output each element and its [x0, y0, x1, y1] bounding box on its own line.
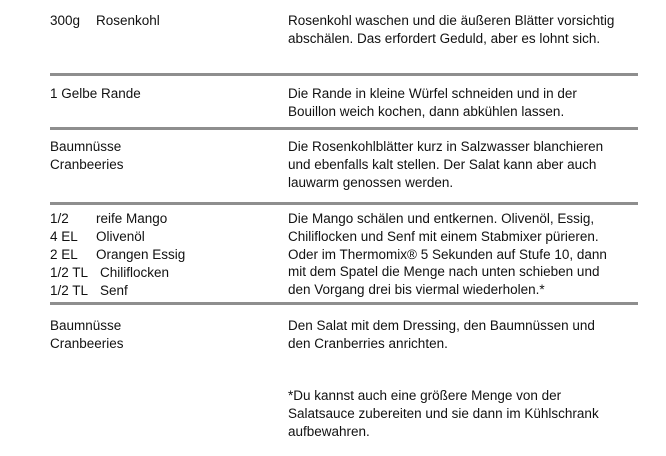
ingredient-row: [50, 317, 275, 335]
ingredient-name: 1 Gelbe Rande: [50, 86, 141, 101]
step-instruction: Die Rande in kleine Würfel schneiden und in der Bouillon weich kochen, dann abkühlen lassen.: [288, 86, 577, 119]
ingredient-list: [50, 210, 275, 300]
ingredient-row: [50, 264, 275, 282]
ingredient-name: Rosenkohl: [96, 13, 160, 28]
ingredient-quantity: 300g: [50, 13, 81, 28]
section-divider: [50, 73, 638, 76]
ingredient-row: [50, 85, 275, 103]
ingredient-list: [50, 85, 275, 103]
ingredient-name: Cranbeeries: [50, 336, 124, 351]
ingredient-list: [50, 138, 275, 174]
ingredient-row: [50, 12, 275, 30]
ingredient-quantity: 1/2 TL: [50, 265, 89, 280]
ingredient-quantity: 1/2 TL: [50, 283, 89, 298]
step-instruction: Den Salat mit dem Dressing, den Baumnüssen und den Cranberries anrichten.: [288, 318, 595, 351]
ingredient-name: Cranbeeries: [50, 157, 124, 172]
ingredient-row: [50, 228, 275, 246]
ingredient-row: [50, 246, 275, 264]
ingredient-list: [50, 317, 275, 353]
ingredient-quantity: 1/2: [50, 211, 69, 226]
step-instruction: Die Mango schälen und entkernen. Olivenöl, Essig, Chiliflocken und Senf mit einem Stabmixer pürieren. Oder im Thermomix® 5 Sekunden auf Stufe 10, dann mit dem Spatel die Menge nach unten schieben und den Vorgang drei bis viermal wiederholen.*: [288, 211, 607, 298]
step-instruction: Rosenkohl waschen und die äußeren Blätter vorsichtig abschälen. Das erfordert Geduld, aber es lohnt sich.: [288, 13, 615, 46]
step-instruction: Die Rosenkohlblätter kurz in Salzwasser blanchieren und ebenfalls kalt stellen. Der Salat kann aber auch lauwarm genossen werden.: [288, 139, 604, 190]
ingredient-name: Chiliflocken: [100, 265, 170, 280]
footnote: *Du kannst auch eine größere Menge von der Salatsauce zubereiten und sie dann im Kühlschrank aufbewahren.: [288, 388, 599, 439]
ingredient-row: [50, 138, 275, 156]
ingredient-name: reife Mango: [96, 211, 168, 226]
ingredient-row: [50, 282, 275, 300]
ingredient-row: [50, 335, 275, 353]
ingredient-row: [50, 210, 275, 228]
ingredient-quantity: 2 EL: [50, 247, 78, 262]
ingredient-list: [50, 12, 275, 30]
section-divider: [50, 302, 638, 305]
ingredient-row: [50, 156, 275, 174]
section-divider: [50, 202, 638, 205]
ingredient-name: Baumnüsse: [50, 318, 122, 333]
ingredient-name: Orangen Essig: [96, 247, 186, 262]
ingredient-name: Olivenöl: [96, 229, 145, 244]
ingredient-name: Senf: [100, 283, 128, 298]
section-divider: [50, 127, 638, 130]
ingredient-quantity: 4 EL: [50, 229, 78, 244]
ingredient-name: Baumnüsse: [50, 139, 122, 154]
